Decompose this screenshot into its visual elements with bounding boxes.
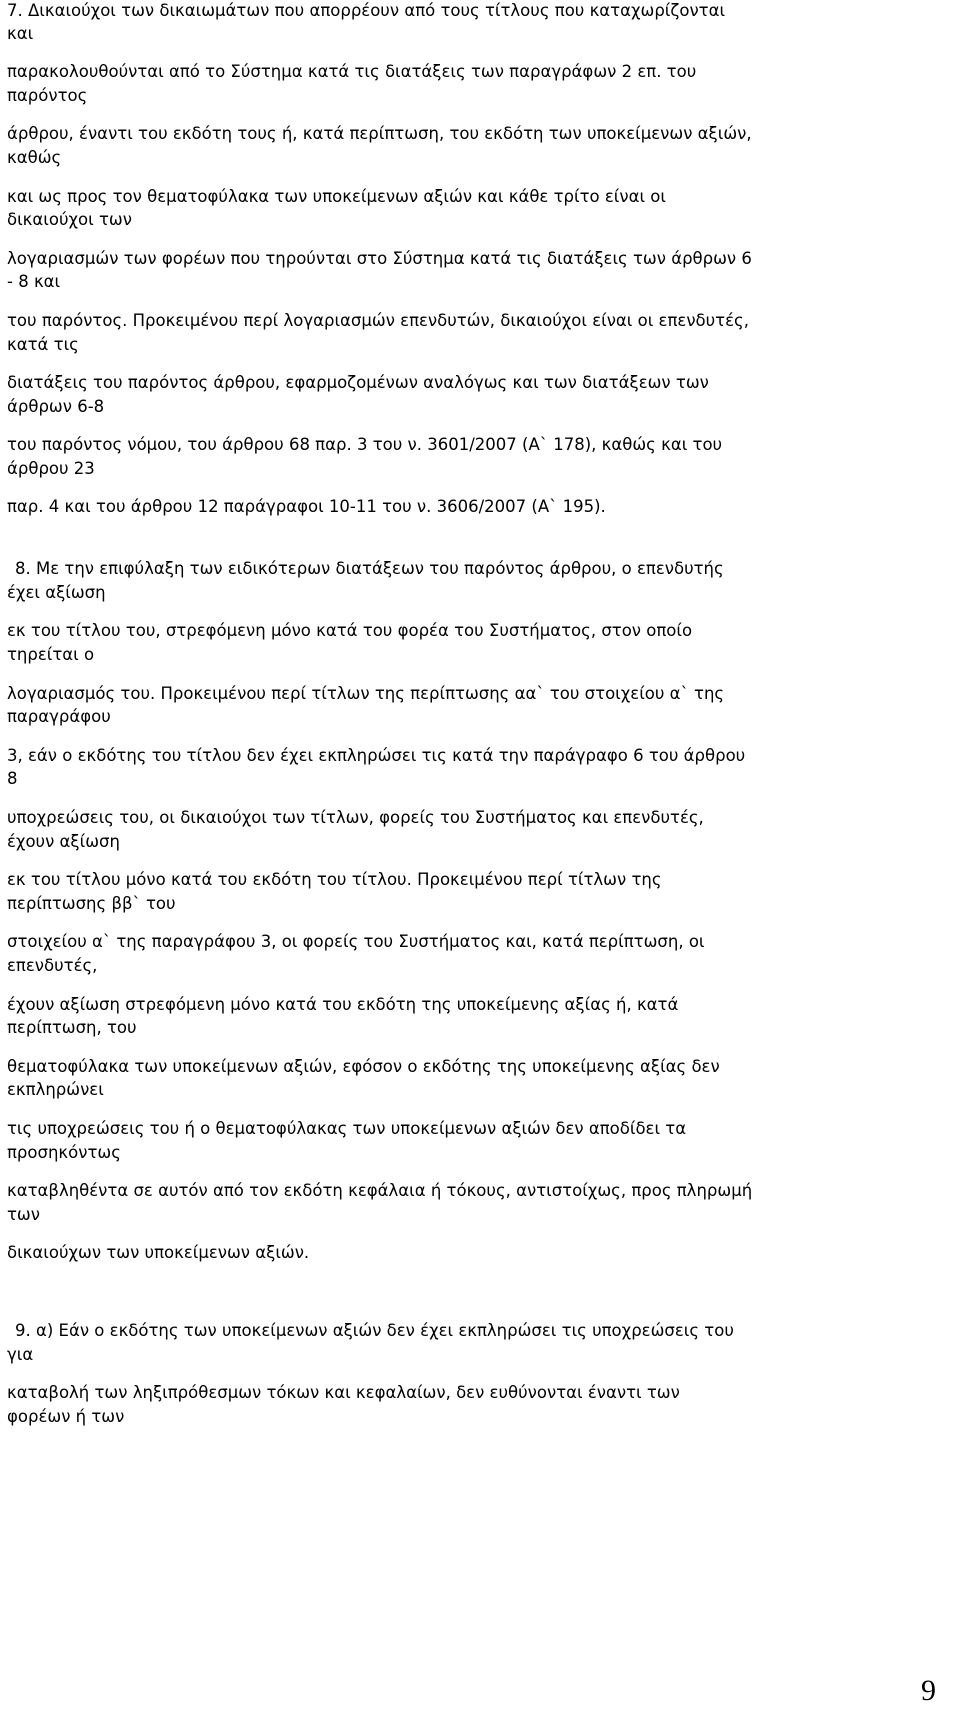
text-line: έχουν αξίωση στρεφόμενη μόνο κατά του εκδότη της υποκείμενης αξίας ή, κατά [7,995,679,1014]
text-line: 3, εάν ο εκδότης του τίτλου δεν έχει εκπληρώσει τις κατά την παράγραφο 6 του άρθρου [7,746,746,765]
text-line: άρθρου 23 [7,459,95,478]
text-line: καταβληθέντα σε αυτόν από τον εκδότη κεφάλαια ή τόκους, αντιστοίχως, προς πληρωμή [7,1181,753,1200]
text-line: λογαριασμός του. Προκειμένου περί τίτλων της περίπτωσης αα` του στοιχείου α` της [7,684,725,703]
text-line: τηρείται ο [7,645,95,664]
text-line: δικαιούχων των υποκείμενων αξιών. [7,1243,310,1262]
text-line: κατά τις [7,335,79,354]
text-line: εκ του τίτλου μόνο κατά του εκδότη του τίτλου. Προκειμένου περί τίτλων της [7,870,662,889]
text-line: παρακολουθούνται από το Σύστημα κατά τις διατάξεις των παραγράφων 2 επ. του [7,62,697,81]
text-line: 7. Δικαιούχοι των δικαιωμάτων που απορρέουν από τους τίτλους που καταχωρίζονται [7,1,726,20]
text-line: και ως προς τον θεματοφύλακα των υποκείμενων αξιών και κάθε τρίτο είναι οι [7,187,666,206]
text-line: εκ του τίτλου του, στρεφόμενη μόνο κατά του φορέα του Συστήματος, στον οποίο [7,621,693,640]
text-line: θεματοφύλακα των υποκείμενων αξιών, εφόσον ο εκδότης της υποκείμενης αξίας δεν [7,1057,720,1076]
text-line: και [7,24,34,43]
text-line: περίπτωσης ββ` του [7,894,176,913]
text-line: καταβολή των ληξιπρόθεσμων τόκων και κεφαλαίων, δεν ευθύνονται έναντι των [7,1383,680,1402]
text-line: παρ. 4 και του άρθρου 12 παράγραφοι 10-11 του ν. 3606/2007 (Α` 195). [7,497,606,516]
text-line: για [7,1345,34,1364]
text-line: διατάξεις του παρόντος άρθρου, εφαρμοζομένων αναλόγως και των διατάξεων των [7,373,709,392]
text-line: έχει αξίωση [7,583,106,602]
text-line: στοιχείου α` της παραγράφου 3, οι φορείς του Συστήματος και, κατά περίπτωση, οι [7,932,705,951]
text-line: περίπτωση, του [7,1018,137,1037]
text-line: άρθρων 6-8 [7,397,105,416]
text-line: του παρόντος. Προκειμένου περί λογαριασμών επενδυτών, δικαιούχοι είναι οι επενδυτές, [7,311,749,330]
text-line: φορέων ή των [7,1407,125,1426]
text-line: προσηκόντως [7,1143,121,1162]
text-line: δικαιούχοι των [7,210,132,229]
text-line: παραγράφου [7,707,111,726]
text-line: τις υποχρεώσεις του ή ο θεματοφύλακας των υποκείμενων αξιών δεν αποδίδει τα [7,1119,687,1138]
text-line: - 8 και [7,272,61,291]
text-line: 8. Με την επιφύλαξη των ειδικότερων διατάξεων του παρόντος άρθρου, ο επενδυτής [15,559,724,578]
text-line: παρόντος [7,86,88,105]
text-line: υποχρεώσεις του, οι δικαιούχοι των τίτλων, φορείς του Συστήματος και επενδυτές, [7,808,704,827]
text-line: έχουν αξίωση [7,832,120,851]
text-line: καθώς [7,148,62,167]
text-line: του παρόντος νόμου, του άρθρου 68 παρ. 3 του ν. 3601/2007 (Α` 178), καθώς και του [7,435,723,454]
text-line: εκπληρώνει [7,1080,104,1099]
page-number: 9 [921,1674,936,1707]
text-line: των [7,1205,40,1224]
text-line: λογαριασμών των φορέων που τηρούνται στο Σύστημα κατά τις διατάξεις των άρθρων 6 [7,249,752,268]
text-line: 8 [7,769,18,788]
text-line: 9. α) Εάν ο εκδότης των υποκείμενων αξιών δεν έχει εκπληρώσει τις υποχρεώσεις του [15,1321,734,1340]
text-line: επενδυτές, [7,956,98,975]
text-line: άρθρου, έναντι του εκδότη τους ή, κατά περίπτωση, του εκδότη των υποκείμενων αξιών, [7,124,752,143]
